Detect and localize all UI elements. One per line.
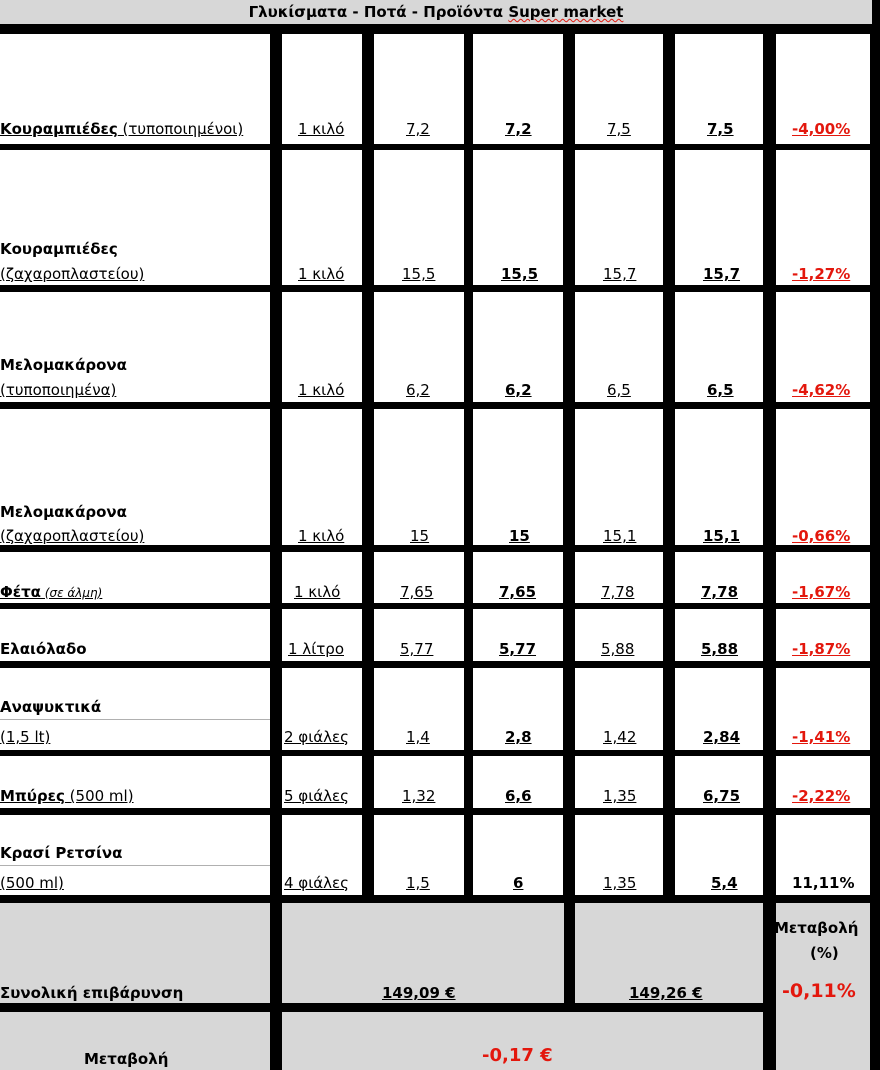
row8-price1-cell: 1,32 (374, 756, 464, 808)
row5-total1-cell: 7,65 (473, 552, 563, 603)
row2-unit-cell: 1 κιλό (282, 150, 362, 285)
row6-name-cell: Ελαιόλαδο (0, 609, 270, 661)
row9-price2-cell: 1,35 (575, 815, 663, 895)
row1-unit-cell: 1 κιλό (282, 34, 362, 144)
row8-total1-cell: 6,6 (473, 756, 563, 808)
row1-price1-cell: 7,2 (374, 34, 464, 144)
row2-name-cell: Κουραμπιέδες (ζαχαροπλαστείου) (0, 150, 270, 285)
row7-price2-cell: 1,42 (575, 668, 663, 750)
row5-unit-cell: 1 κιλό (282, 552, 362, 603)
table-title: Γλυκίσματα - Ποτά - Προϊόντα Super market (0, 0, 872, 24)
row7-total1-cell: 2,8 (473, 668, 563, 750)
row8-change-cell: -2,22% (776, 756, 870, 808)
row5-price1-cell: 7,65 (374, 552, 464, 603)
total-change-cell: Μεταβολή (%) -0,11% (776, 903, 870, 1070)
row5-change-cell: -1,67% (776, 552, 870, 603)
row6-price2-cell: 5,88 (575, 609, 663, 661)
row2-total2-cell: 15,7 (675, 150, 763, 285)
row3-total1-cell: 6,2 (473, 292, 563, 402)
row9-total2-cell: 5,4 (675, 815, 763, 895)
total-label-cell: Συνολική επιβάρυνση (0, 903, 270, 1003)
row3-name-cell: Μελομακάρονα (τυποποιημένα) (0, 292, 270, 402)
row1-change-cell: -4,00% (776, 34, 870, 144)
row6-total2-cell: 5,88 (675, 609, 763, 661)
row4-price2-cell: 15,1 (575, 409, 663, 545)
row9-unit-cell: 4 φιάλες (282, 815, 362, 895)
row9-price1-cell: 1,5 (374, 815, 464, 895)
row7-total2-cell: 2,84 (675, 668, 763, 750)
row5-name-cell: Φέτα (σε άλμη) (0, 552, 270, 603)
diff-label-cell: Μεταβολή (0, 1012, 270, 1070)
total-old-cell: 149,09 € (282, 903, 564, 1003)
row4-name-cell: Μελομακάρονα (ζαχαροπλαστείου) (0, 409, 270, 545)
row1-price2-cell: 7,5 (575, 34, 663, 144)
row7-unit-cell: 2 φιάλες (282, 668, 362, 750)
row9-total1-cell: 6 (473, 815, 563, 895)
row3-price2-cell: 6,5 (575, 292, 663, 402)
row6-total1-cell: 5,77 (473, 609, 563, 661)
row8-unit-cell: 5 φιάλες (282, 756, 362, 808)
row3-change-cell: -4,62% (776, 292, 870, 402)
row8-name-cell: Μπύρες (500 ml) (0, 756, 270, 808)
total-new-cell: 149,26 € (575, 903, 763, 1003)
row5-price2-cell: 7,78 (575, 552, 663, 603)
row3-price1-cell: 6,2 (374, 292, 464, 402)
row1-total2-cell: 7,5 (675, 34, 763, 144)
row2-price2-cell: 15,7 (575, 150, 663, 285)
row4-total1-cell: 15 (473, 409, 563, 545)
row7-change-cell: -1,41% (776, 668, 870, 750)
row9-change-cell: 11,11% (776, 815, 870, 895)
row8-total2-cell: 6,75 (675, 756, 763, 808)
row4-total2-cell: 15,1 (675, 409, 763, 545)
row4-unit-cell: 1 κιλό (282, 409, 362, 545)
row4-price1-cell: 15 (374, 409, 464, 545)
row2-change-cell: -1,27% (776, 150, 870, 285)
row1-total1-cell: 7,2 (473, 34, 563, 144)
row2-price1-cell: 15,5 (374, 150, 464, 285)
row6-price1-cell: 5,77 (374, 609, 464, 661)
row6-unit-cell: 1 λίτρο (282, 609, 362, 661)
row6-change-cell: -1,87% (776, 609, 870, 661)
row1-name-cell: Κουραμπιέδες (τυποποιημένοι) (0, 34, 270, 144)
diff-value-cell: -0,17 € (282, 1012, 763, 1070)
row7-name-cell: Αναψυκτικά (1,5 lt) (0, 668, 270, 750)
row3-unit-cell: 1 κιλό (282, 292, 362, 402)
row4-change-cell: -0,66% (776, 409, 870, 545)
row8-price2-cell: 1,35 (575, 756, 663, 808)
row3-total2-cell: 6,5 (675, 292, 763, 402)
row7-price1-cell: 1,4 (374, 668, 464, 750)
row5-total2-cell: 7,78 (675, 552, 763, 603)
row2-total1-cell: 15,5 (473, 150, 563, 285)
row9-name-cell: Κρασί Ρετσίνα (500 ml) (0, 815, 270, 895)
